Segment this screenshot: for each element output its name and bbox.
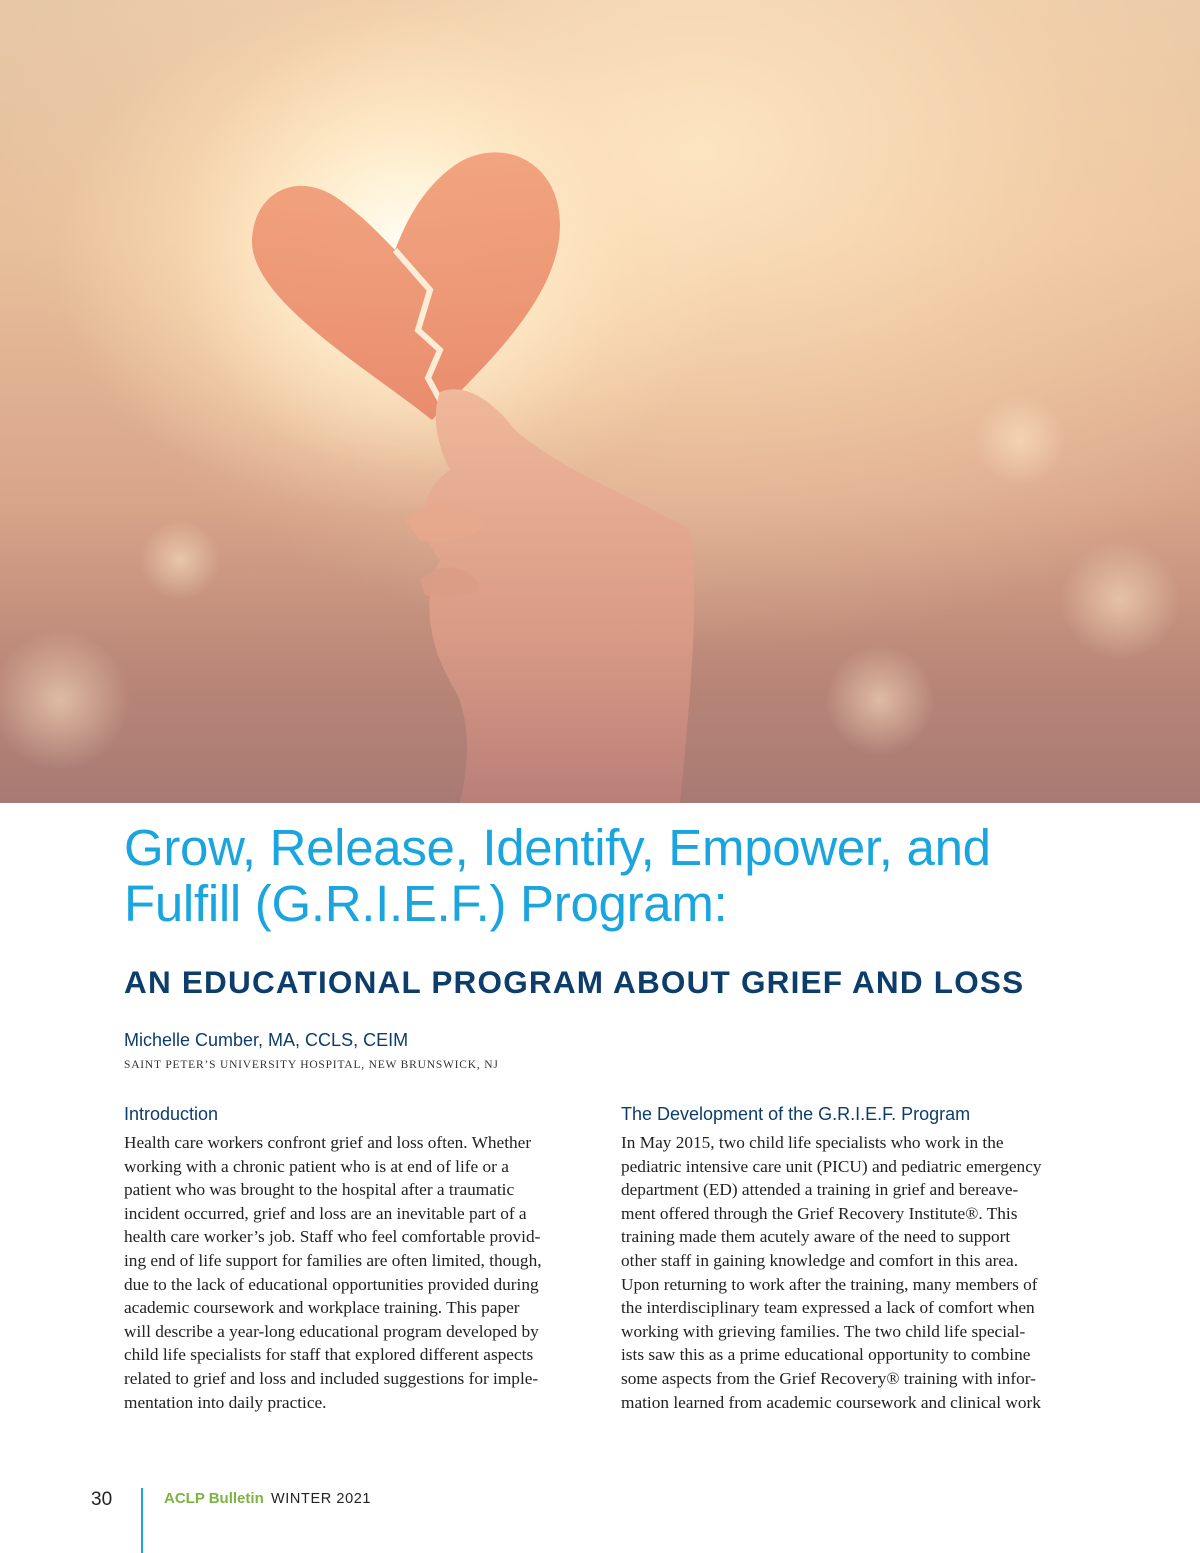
body-line: pediatric intensive care unit (PICU) and pediatric emergency	[621, 1156, 1042, 1176]
section-heading: The Development of the G.R.I.E.F. Program	[621, 1104, 971, 1124]
body-line: In May 2015, two child life specialists who work in the	[621, 1133, 1004, 1152]
body-line: Health care workers confront grief and loss often. Whether	[124, 1133, 532, 1152]
author-affiliation: SAINT PETER’S UNIVERSITY HOSPITAL, NEW BRUNSWICK, NJ	[124, 1059, 499, 1071]
page-number: 30	[91, 1489, 113, 1510]
body-line: child life specialists for staff that explored different aspects	[124, 1345, 534, 1365]
title-line-1: Grow, Release, Identify, Empower, and	[124, 819, 991, 876]
body-line: incident occurred, grief and loss are an inevitable part of a	[124, 1203, 527, 1223]
title-line-2: Fulfill (G.R.I.E.F.) Program:	[124, 875, 728, 932]
body-line: working with a chronic patient who is at end of life or a	[124, 1156, 509, 1176]
body-line: ists saw this as a prime educational opportunity to combine	[621, 1345, 1031, 1365]
section-heading: Introduction	[124, 1104, 219, 1124]
publication-name: ACLP Bulletin	[164, 1490, 264, 1507]
body-line: due to the lack of educational opportunities provided during	[124, 1274, 539, 1294]
development-section	[621, 1103, 1093, 1414]
footer-divider	[141, 1488, 143, 1553]
body-line: Upon returning to work after the training, many members of	[621, 1274, 1038, 1294]
body-line: academic coursework and workplace training. This paper	[124, 1298, 520, 1318]
body-line: patient who was brought to the hospital after a traumatic	[124, 1180, 515, 1200]
body-line: working with grieving families. The two child life special-	[621, 1321, 1026, 1341]
introduction-section	[124, 1103, 596, 1414]
author-name: Michelle Cumber, MA, CCLS, CEIM	[124, 1030, 409, 1050]
body-line: will describe a year-long educational program developed by	[124, 1321, 539, 1341]
body-line: mentation into daily practice.	[124, 1392, 327, 1412]
body-line: the interdisciplinary team expressed a lack of comfort when	[621, 1298, 1035, 1318]
body-line: department (ED) attended a training in grief and bereave-	[621, 1180, 1019, 1200]
body-line: other staff in gaining knowledge and comfort in this area.	[621, 1250, 1019, 1270]
body-line: training made them acutely aware of the need to support	[621, 1227, 1011, 1247]
article-title	[124, 820, 1134, 932]
body-line: health care worker’s job. Staff who feel comfortable provid-	[124, 1227, 541, 1247]
body-line: some aspects from the Grief Recovery® training with infor-	[621, 1368, 1036, 1388]
issue-label: WINTER 2021	[271, 1491, 372, 1507]
body-line: ing end of life support for families are often limited, though,	[124, 1250, 542, 1270]
body-line: mation learned from academic coursework and clinical work	[621, 1392, 1041, 1412]
article-subtitle: AN EDUCATIONAL PROGRAM ABOUT GRIEF AND LOSS	[124, 964, 1025, 1000]
body-line: ment offered through the Grief Recovery Institute®. This	[621, 1203, 1018, 1223]
body-line: related to grief and loss and included suggestions for imple-	[124, 1368, 539, 1388]
